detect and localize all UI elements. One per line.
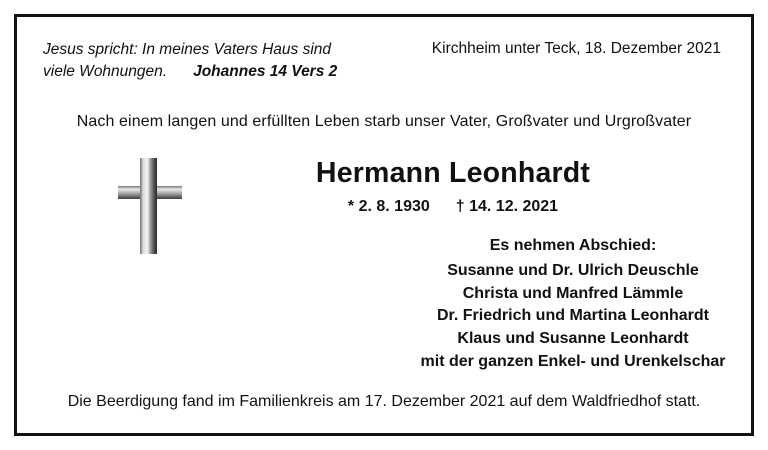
mourner-item: mit der ganzen Enkel- und Urenkelschar — [420, 352, 726, 370]
bible-verse-reference: Johannes 14 Vers 2 — [193, 63, 338, 80]
life-dates — [193, 198, 713, 216]
bible-verse — [43, 39, 337, 83]
mourner-item: Klaus und Susanne Leonhardt — [457, 330, 689, 348]
notice-header — [43, 39, 725, 83]
funeral-info: Die Beerdigung fand im Familienkreis am 17. Dezember 2021 auf dem Waldfriedhof statt. — [67, 393, 701, 410]
mourner-item: Susanne und Dr. Ulrich Deuschle — [447, 262, 699, 279]
bible-verse-line2-text: viele Wohnungen. — [43, 63, 168, 80]
bible-verse-line1: Jesus spricht: In meines Vaters Haus sind — [43, 41, 332, 58]
mourners-title: Es nehmen Abschied: — [489, 237, 657, 254]
mourner-item: Dr. Friedrich und Martina Leonhardt — [436, 307, 710, 325]
notice-body — [43, 145, 725, 375]
notice-inner — [17, 17, 751, 433]
birth-date: * 2. 8. 1930 — [347, 198, 430, 215]
place-and-date: Kirchheim unter Teck, 18. Dezember 2021 — [431, 40, 721, 57]
death-date: † 14. 12. 2021 — [455, 198, 559, 215]
christian-cross-icon — [95, 153, 205, 258]
bible-verse-line2 — [43, 61, 337, 83]
intro-text: Nach einem langen und erfüllten Leben starb unser Vater, Großvater und Urgroßvater — [76, 113, 692, 130]
deceased-name: Hermann Leonhardt — [315, 157, 591, 189]
obituary-notice — [14, 14, 754, 436]
mourners-block — [373, 237, 768, 374]
deceased-block — [193, 157, 713, 216]
mourner-item: Christa und Manfred Lämmle — [462, 284, 684, 302]
